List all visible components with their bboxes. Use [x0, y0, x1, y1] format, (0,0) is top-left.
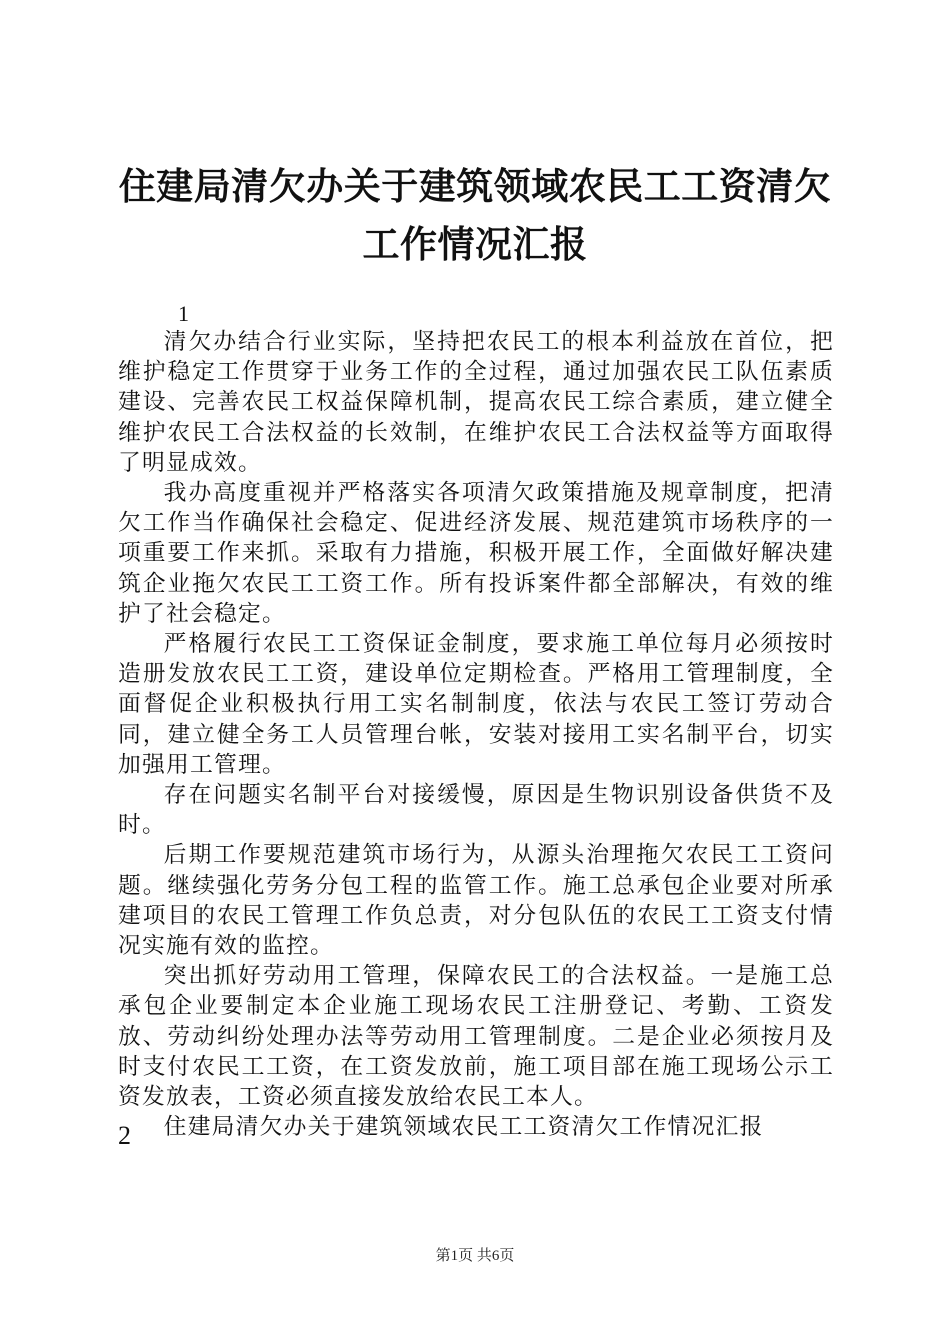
body-text — [118, 327, 834, 1142]
section-number-1: 1 — [178, 301, 189, 326]
paragraph: 突出抓好劳动用工管理，保障农民工的合法权益。一是施工总承包企业要制定本企业施工现场农民工注册登记、考勤、工资发放、劳动纠纷处理办法等劳动用工管理制度。二是企业必须按月及时支付农民工工资，在工资发放前，施工项目部在施工现场公示工资发放表，工资必须直接发放给农民工本人。 — [118, 963, 834, 1111]
paragraph-repeated-title: 住建局清欠办关于建筑领域农民工工资清欠工作情况汇报 — [163, 1114, 764, 1141]
section-number-2: 2 — [118, 1121, 131, 1150]
paragraph: 存在问题实名制平台对接缓慢，原因是生物识别设备供货不及时。 — [118, 782, 834, 839]
paragraph: 清欠办结合行业实际，坚持把农民工的根本利益放在首位，把维护稳定工作贯穿于业务工作的全过程，通过加强农民工队伍素质建设、完善农民工权益保障机制，提高农民工综合素质，建立健全维护农民工合法权益的长效制，在维护农民工合法权益等方面取得了明显成效。 — [118, 329, 834, 476]
paragraph: 后期工作要规范建筑市场行为，从源头治理拖欠农民工工资问题。继续强化劳务分包工程的监管工作。施工总承包企业要对所承建项目的农民工管理工作负总责，对分包队伍的农民工工资支付情况实施有效的监控。 — [118, 842, 834, 960]
paragraph: 我办高度重视并严格落实各项清欠政策措施及规章制度，把清欠工作当作确保社会稳定、促进经济发展、规范建筑市场秩序的一项重要工作来抓。采取有力措施，积极开展工作，全面做好解决建筑企业拖欠农民工工资工作。所有投诉案件都全部解决，有效的维护了社会稳定。 — [118, 480, 834, 627]
page-footer: 第1页 共6页 — [435, 1248, 515, 1264]
document-title: 住建局清欠办关于建筑领域农民工工资清欠工作情况汇报 — [118, 165, 832, 266]
paragraph: 严格履行农民工工资保证金制度，要求施工单位每月必须按时造册发放农民工工资，建设单位定期检查。严格用工管理制度，全面督促企业积极执行用工实名制制度，依法与农民工签订劳动合同，建立健全务工人员管理台帐，安装对接用工实名制平台，切实加强用工管理。 — [118, 631, 834, 778]
